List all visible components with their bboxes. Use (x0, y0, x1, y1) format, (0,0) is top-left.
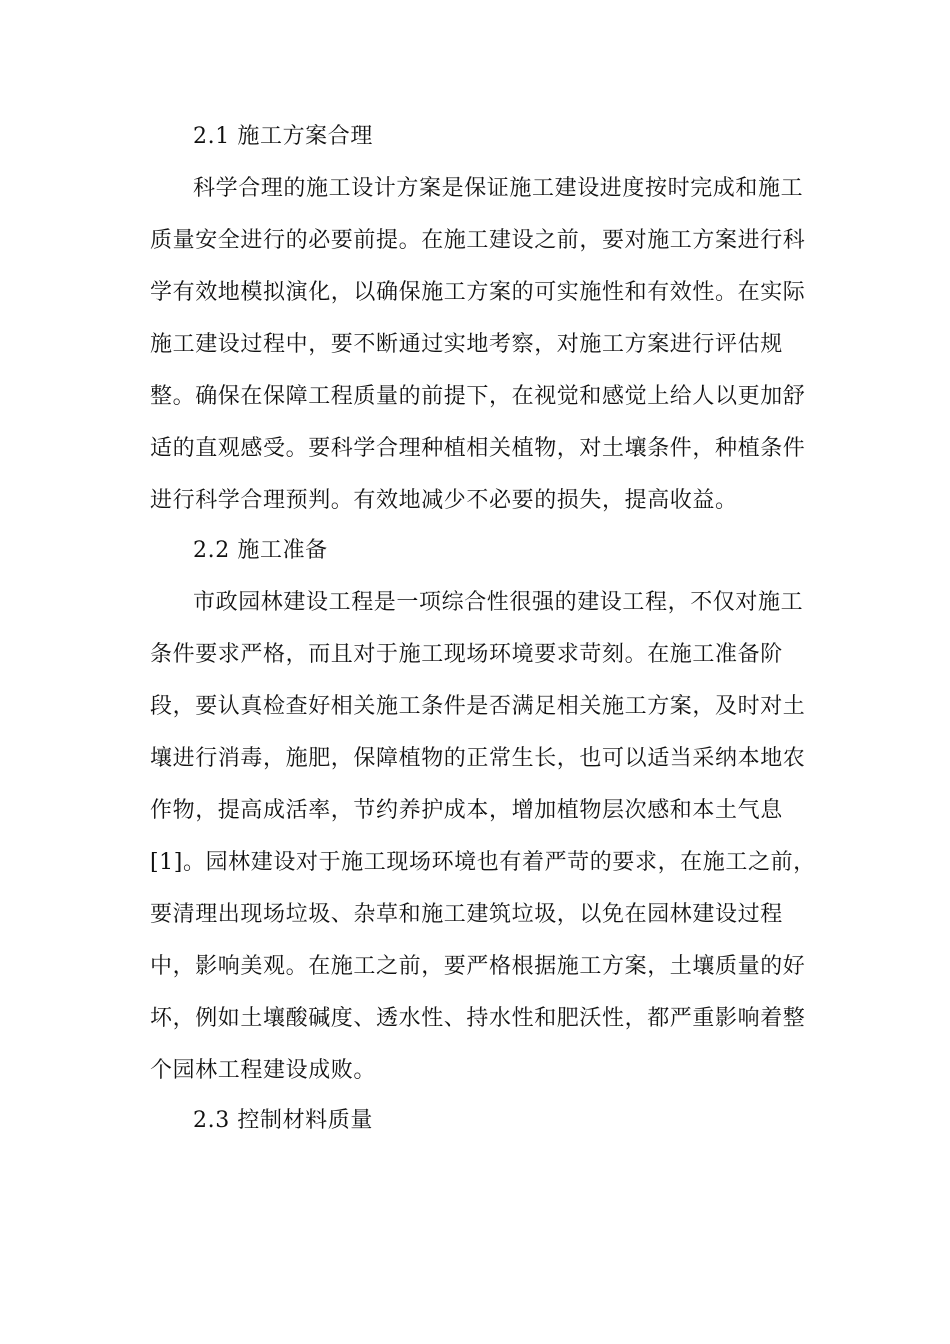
paragraph-line: 质量安全进行的必要前提。在施工建设之前，要对施工方案进行科 (150, 228, 806, 253)
paragraph-line: 学有效地模拟演化，以确保施工方案的可实施性和有效性。在实际 (150, 280, 806, 305)
paragraph-line: 壤进行消毒，施肥，保障植物的正常生长，也可以适当采纳本地农 (150, 746, 806, 771)
paragraph-line: 科学合理的施工设计方案是保证施工建设进度按时完成和施工 (193, 176, 804, 201)
paragraph-line: 整。确保在保障工程质量的前提下，在视觉和感觉上给人以更加舒 (150, 384, 806, 409)
paragraph-line: 段，要认真检查好相关施工条件是否满足相关施工方案，及时对土 (150, 694, 806, 719)
paragraph-line: 条件要求严格，而且对于施工现场环境要求苛刻。在施工准备阶 (150, 642, 783, 667)
section-heading-2-1: 2.1 施工方案合理 (193, 124, 373, 149)
paragraph-line: 施工建设过程中，要不断通过实地考察，对施工方案进行评估规 (150, 332, 783, 357)
paragraph-line: 市政园林建设工程是一项综合性很强的建设工程，不仅对施工 (193, 590, 804, 615)
paragraph-line: 要清理出现场垃圾、杂草和施工建筑垃圾，以免在园林建设过程 (150, 902, 783, 927)
section-heading-2-3: 2.3 控制材料质量 (193, 1108, 373, 1133)
paragraph-line: 作物，提高成活率，节约养护成本，增加植物层次感和本土气息 (150, 798, 783, 823)
paragraph-line: 进行科学合理预判。有效地减少不必要的损失，提高收益。 (150, 488, 738, 513)
paragraph-line: 坏，例如土壤酸碱度、透水性、持水性和肥沃性，都严重影响着整 (150, 1006, 806, 1031)
paragraph-line: 中，影响美观。在施工之前，要严格根据施工方案，土壤质量的好 (150, 954, 806, 979)
paragraph-line: 适的直观感受。要科学合理种植相关植物，对土壤条件，种植条件 (150, 436, 806, 461)
section-heading-2-2: 2.2 施工准备 (193, 538, 328, 563)
paragraph-line: [1]。园林建设对于施工现场环境也有着严苛的要求，在施工之前， (150, 850, 816, 875)
paragraph-line: 个园林工程建设成败。 (150, 1058, 377, 1083)
